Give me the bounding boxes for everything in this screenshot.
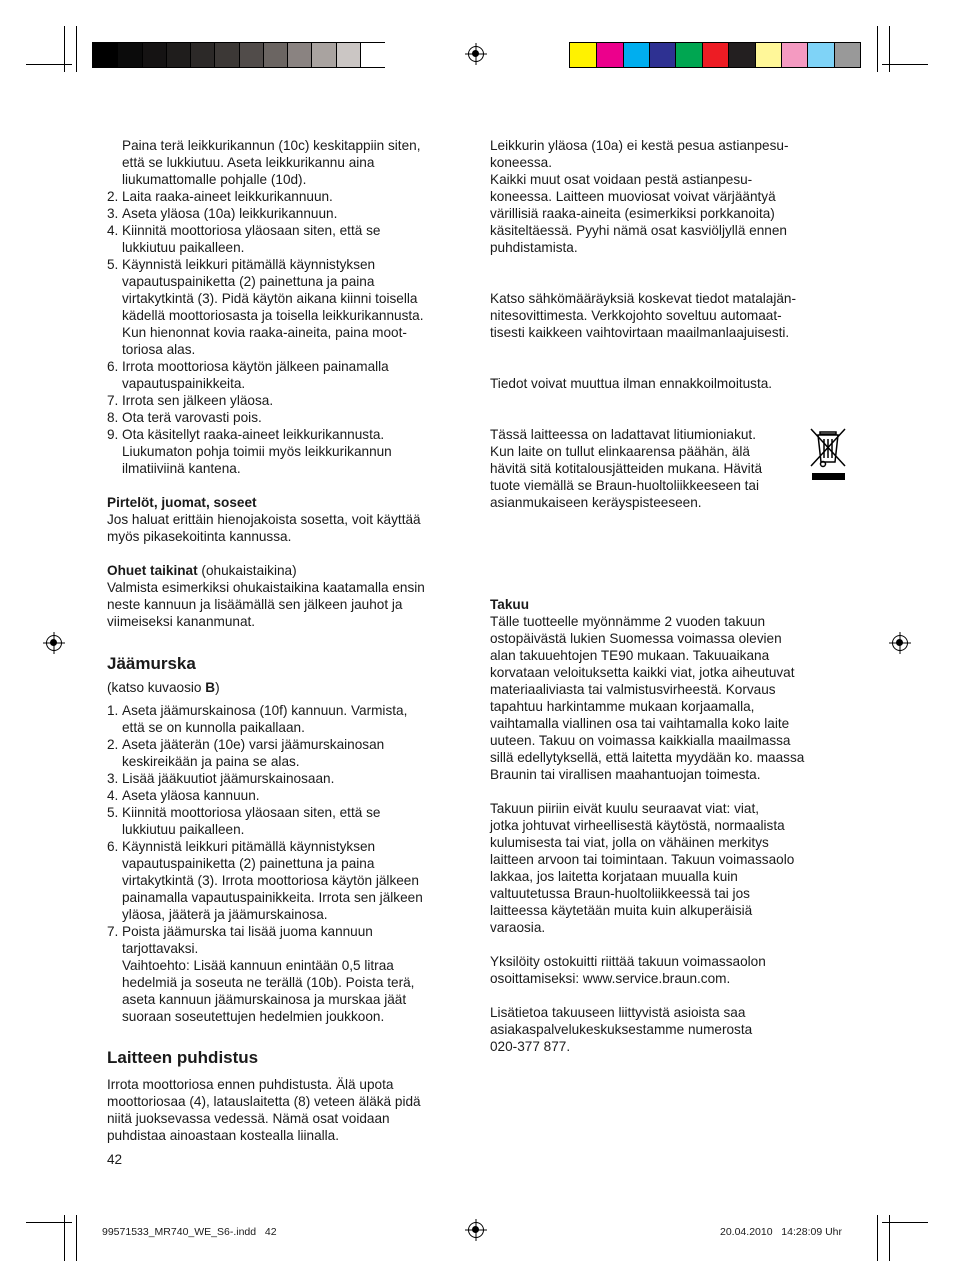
text-line: tisesti kaikkeen vaihtovirtaan maailmanlaajuisesti.	[490, 325, 790, 340]
left-column	[107, 137, 467, 1168]
text-line: varaosia.	[490, 920, 546, 935]
step-line: Kiinnitä moottoriosa yläosaan siten, että se	[122, 223, 381, 238]
ice-crusher-title: Jäämurska	[107, 654, 196, 673]
bin-svg	[808, 426, 848, 482]
text-line: moottoriosaa (4), latauslaitetta (8) veteen äläkä pidä	[107, 1094, 421, 1109]
step-number: 8.	[107, 410, 119, 425]
text-line: laitteessa käytetään muita kuin alkuperäisiä	[490, 903, 753, 918]
text-line: koneessa.	[490, 155, 552, 170]
ice-crusher-steps	[107, 702, 467, 1025]
color-swatch	[93, 43, 118, 67]
step-number: 6.	[107, 839, 119, 854]
chopper-steps	[107, 188, 467, 477]
step-item	[107, 770, 467, 787]
step-number: 7.	[107, 924, 119, 939]
text-line: Kun laite on tullut elinkaarensa päähän, älä	[490, 444, 750, 459]
step-line: yläosa, jääterä ja jäämurskainosa.	[122, 907, 328, 922]
text-line: valtuutetussa Braun-huoltoliikkeessä tai jos	[490, 886, 750, 901]
color-swatch	[596, 43, 623, 67]
step-line: keskireikään ja paina se alas.	[122, 754, 300, 769]
step-number: 4.	[107, 788, 119, 803]
text-line: Valmista esimerkiksi ohukaistaikina kaatamalla ensin	[107, 580, 425, 595]
text-line: Yksilöity ostokuitti riittää takuun voimassaolon	[490, 954, 766, 969]
text-line: tapahtuu harkintamme mukaan korjaamalla,	[490, 699, 755, 714]
step-line: suoraan soseutettujen hedelmien joukkoon.	[122, 1009, 385, 1024]
page-number: 42	[107, 1152, 123, 1167]
text-line: tuote viemällä se Braun-huoltoliikkeeseen tai	[490, 478, 760, 493]
text-line: korvataan veloituksetta kaikki viat, jotka aiheutuvat	[490, 665, 795, 680]
step-line: tarjottavaksi.	[122, 941, 199, 956]
text-line: osoittamiseksi: www.service.braun.com.	[490, 971, 731, 986]
text-line: hävitä sitä kotitalousjätteiden mukana. Hävitä	[490, 461, 763, 476]
step-line: Kiinnitä moottoriosa yläosaan siten, että se	[122, 805, 381, 820]
step-line: Vaihtoehto: Lisää kannuun enintään 0,5 litraa	[122, 958, 394, 973]
step-line: että se on kunnolla paikallaan.	[122, 720, 305, 735]
text-line: myös pikasekoitinta kannussa.	[107, 529, 292, 544]
color-swatch	[311, 43, 336, 67]
color-swatch	[807, 43, 834, 67]
step-item	[107, 804, 467, 838]
batter-heading-rest: (ohukaistaikina)	[197, 563, 297, 578]
step-line: hedelmiä ja soseuta ne terällä (10b). Poista terä,	[122, 975, 415, 990]
text-line: Jos haluat erittäin hienojakoista sosetta, voit käyttää	[107, 512, 421, 527]
step-line: vapautuspainiketta (2) painettuna ja paina	[122, 274, 375, 289]
text-line: vaihtamalla viallinen osa tai vaihtamalla koko laite	[490, 716, 790, 731]
step-item	[107, 256, 467, 358]
step-item	[107, 222, 467, 256]
step-item	[107, 787, 467, 804]
color-swatch	[214, 43, 239, 67]
registration-mark-icon	[468, 1222, 484, 1238]
color-swatch	[623, 43, 650, 67]
color-swatch	[781, 43, 808, 67]
electrical-text	[490, 290, 850, 341]
text-line: puhdistamista.	[490, 240, 578, 255]
text-line: niitä juoksevassa vedessä. Nämä osat voidaan	[107, 1111, 390, 1126]
cleaning-title: Laitteen puhdistus	[107, 1048, 259, 1067]
step-number: 5.	[107, 257, 119, 272]
color-swatch	[675, 43, 702, 67]
right-column	[490, 137, 850, 1055]
step-line: Laita raaka-aineet leikkurikannuun.	[122, 189, 333, 204]
step-line: Aseta jäämurskainosa (10f) kannuun. Varmista,	[122, 703, 408, 718]
color-swatch	[142, 43, 167, 67]
text-line: Braunin tai virallisen maahantuojan toimesta.	[490, 767, 761, 782]
step-line: Lisää jääkuutiot jäämurskainosaan.	[122, 771, 335, 786]
color-swatch	[117, 43, 142, 67]
crop-mark	[877, 1215, 878, 1261]
registration-mark-icon	[892, 635, 908, 651]
crop-mark	[882, 1222, 928, 1223]
step-line: Ota käsitellyt raaka-aineet leikkurikannusta.	[122, 427, 385, 442]
step-line: virtakytkintä (3). Irrota moottoriosa käytön jälkeen	[122, 873, 419, 888]
step-line: kädellä moottoriosasta ja toisella leikkurikannusta.	[122, 308, 424, 323]
text-line: koneessa. Laitteen muoviosat voivat värjääntyä	[490, 189, 776, 204]
step-line: toriosa alas.	[122, 342, 196, 357]
step-line: Käynnistä leikkuri pitämällä käynnistyksen	[122, 839, 376, 854]
step-number: 2.	[107, 189, 119, 204]
step-item	[107, 923, 467, 1025]
step-line: vapautuspainikkeita.	[122, 376, 246, 391]
crop-mark	[882, 64, 928, 65]
text-line: Tälle tuotteelle myönnämme 2 vuoden takuun	[490, 614, 766, 629]
step-number: 2.	[107, 737, 119, 752]
text-line: nitesovittimesta. Verkkojohto soveltuu automaat-	[490, 308, 782, 323]
registration-mark-icon	[46, 635, 62, 651]
see-figure-letter: B	[205, 680, 216, 695]
date-slug: 20.04.2010 14:28:09 Uhr	[720, 1226, 843, 1238]
text-line: Kaikki muut osat voidaan pestä astianpesu-	[490, 172, 753, 187]
step-line: Aseta yläosa (10a) leikkurikannuun.	[122, 206, 338, 221]
ice-see-reference	[107, 679, 467, 696]
step-number: 3.	[107, 206, 119, 221]
batter-heading	[107, 562, 467, 579]
step-number: 6.	[107, 359, 119, 374]
step-item	[107, 702, 467, 736]
step-item	[107, 188, 467, 205]
battery-text	[490, 426, 850, 511]
text-line: uuteen. Takuu on voimassa kaikkialla maailmassa	[490, 733, 791, 748]
step-item	[107, 358, 467, 392]
warranty-paragraph-4	[490, 1004, 850, 1055]
color-swatch	[702, 43, 729, 67]
text-line: että se lukkiutuu. Aseta leikkurikannu aina	[122, 155, 375, 170]
step-number: 1.	[107, 703, 119, 718]
color-swatch	[239, 43, 264, 67]
text-line: lakkaa, jos laitetta korjataan muualla kuin	[490, 869, 738, 884]
step-line: vapautuspainiketta (2) painettuna ja paina	[122, 856, 375, 871]
text-line: asianmukaiseen keräyspisteeseen.	[490, 495, 702, 510]
warranty-paragraph-2	[490, 800, 850, 936]
step-line: painamalla vapautuspainikkeita. Irrota sen jälkeen	[122, 890, 423, 905]
text-line: Lisätietoa takuuseen liittyvistä asioista saa	[490, 1005, 746, 1020]
text-line: viimeiseksi kananmunat.	[107, 614, 256, 629]
step-item	[107, 736, 467, 770]
crop-mark	[889, 26, 890, 72]
cleaning-text	[107, 1076, 467, 1144]
dishwasher-text	[490, 137, 850, 256]
text-line: alan takuuehtojen TE90 mukaan. Takuuaikana	[490, 648, 770, 663]
color-swatch	[360, 43, 385, 67]
text-line: puhdistaa ainoastaan kostealla liinalla.	[107, 1128, 340, 1143]
grayscale-color-bar	[92, 42, 385, 68]
text-line: Paina terä leikkurikannun (10c) keskitappiin siten,	[122, 138, 421, 153]
step-item	[107, 409, 467, 426]
step-number: 3.	[107, 771, 119, 786]
step-line: ilmatiiviinä kantena.	[122, 461, 241, 476]
crop-mark	[76, 26, 77, 72]
see-suffix: )	[215, 680, 220, 695]
step-line: lukkiutuu paikalleen.	[122, 822, 245, 837]
text-line: laitteen arvoon tai toimintaan. Takuun voimassaolo	[490, 852, 795, 867]
smoothies-text	[107, 511, 467, 545]
registration-mark-icon	[468, 46, 484, 62]
text-line: liukumattomalle pohjalle (10d).	[122, 172, 307, 187]
notice-text: Tiedot voivat muuttua ilman ennakkoilmoitusta.	[490, 376, 773, 391]
text-line: Tässä laitteessa on ladattavat litiumioniakut.	[490, 427, 756, 442]
text-line: asiakaspalvelukeskuksestamme numerosta	[490, 1022, 753, 1037]
text-line: Katso sähkömääräyksiä koskevat tiedot matalajän-	[490, 291, 797, 306]
step-line: virtakytkintä (3). Pidä käytön aikana kiinni toisella	[122, 291, 418, 306]
step-item	[107, 426, 467, 477]
color-swatch	[190, 43, 215, 67]
step-line: Poista jäämurska tai lisää juoma kannuun	[122, 924, 373, 939]
text-line: neste kannuun ja lisäämällä sen jälkeen jauhot ja	[107, 597, 403, 612]
warranty-paragraph-1	[490, 613, 850, 783]
intro-paragraph	[107, 137, 467, 188]
batter-text	[107, 579, 467, 630]
color-swatch	[166, 43, 191, 67]
step-item	[107, 838, 467, 923]
step-line: Irrota sen jälkeen yläosa.	[122, 393, 274, 408]
see-prefix: (katso kuvaosio	[107, 680, 206, 695]
step-line: Aseta yläosa kannuun.	[122, 788, 260, 803]
text-line: 020-377 877.	[490, 1039, 571, 1054]
step-line: Käynnistä leikkuri pitämällä käynnistyksen	[122, 257, 376, 272]
text-line: käsiteltäessä. Pyyhi nämä osat kasviöljyllä ennen	[490, 223, 787, 238]
crop-mark	[26, 1222, 72, 1223]
step-line: aseta kannuun jäämurskainosa ja murskaa jäät	[122, 992, 407, 1007]
text-line: kulumisesta tai viat, jolla on vähäinen merkitys	[490, 835, 769, 850]
step-item	[107, 392, 467, 409]
step-number: 7.	[107, 393, 119, 408]
file-slug: 99571533_MR740_WE_S6-.indd 42	[102, 1226, 277, 1238]
crossed-out-wheelie-bin-icon	[808, 426, 848, 482]
step-line: Kun hienonnat kovia raaka-aineita, paina moot-	[122, 325, 407, 340]
warranty-paragraph-3	[490, 953, 850, 987]
text-line: Leikkurin yläosa (10a) ei kestä pesua astianpesu-	[490, 138, 789, 153]
step-number: 9.	[107, 427, 119, 442]
batter-heading-bold: Ohuet taikinat	[107, 563, 198, 578]
crop-mark	[64, 26, 65, 72]
text-line: värillisiä raaka-aineita (esimerkiksi porkkanoita)	[490, 206, 775, 221]
color-swatch	[336, 43, 361, 67]
text-line: Irrota moottoriosa ennen puhdistusta. Älä upota	[107, 1077, 394, 1092]
step-number: 4.	[107, 223, 119, 238]
text-line: Takuun piiriin eivät kuulu seuraavat viat: viat,	[490, 801, 759, 816]
step-line: Irrota moottoriosa käytön jälkeen painamalla	[122, 359, 389, 374]
color-swatch	[570, 43, 597, 67]
color-swatch	[263, 43, 288, 67]
warranty-heading: Takuu	[490, 597, 530, 612]
step-number: 5.	[107, 805, 119, 820]
color-swatch	[728, 43, 755, 67]
crop-mark	[26, 64, 72, 65]
color-swatch	[834, 43, 861, 67]
text-line: materiaaliviasta tai valmistusvirheestä. Korvaus	[490, 682, 776, 697]
text-line: ostopäivästä lukien Suomessa voimassa olevien	[490, 631, 782, 646]
process-color-bar	[569, 42, 861, 68]
color-swatch	[755, 43, 782, 67]
crop-mark	[76, 1215, 77, 1261]
color-swatch	[649, 43, 676, 67]
step-line: lukkiutuu paikalleen.	[122, 240, 245, 255]
text-line: jotka johtuvat virheellisestä käytöstä, normaalista	[490, 818, 785, 833]
crop-mark	[877, 26, 878, 72]
color-swatch	[287, 43, 312, 67]
step-line: Aseta jääterän (10e) varsi jäämurskainosan	[122, 737, 385, 752]
step-item	[107, 205, 467, 222]
text-line: sillä edellytyksellä, että laitetta myydään ko. maassa	[490, 750, 805, 765]
step-line: Ota terä varovasti pois.	[122, 410, 262, 425]
smoothies-heading: Pirtelöt, juomat, soseet	[107, 495, 257, 510]
step-line: Liukumaton pohja toimii myös leikkurikannun	[122, 444, 392, 459]
